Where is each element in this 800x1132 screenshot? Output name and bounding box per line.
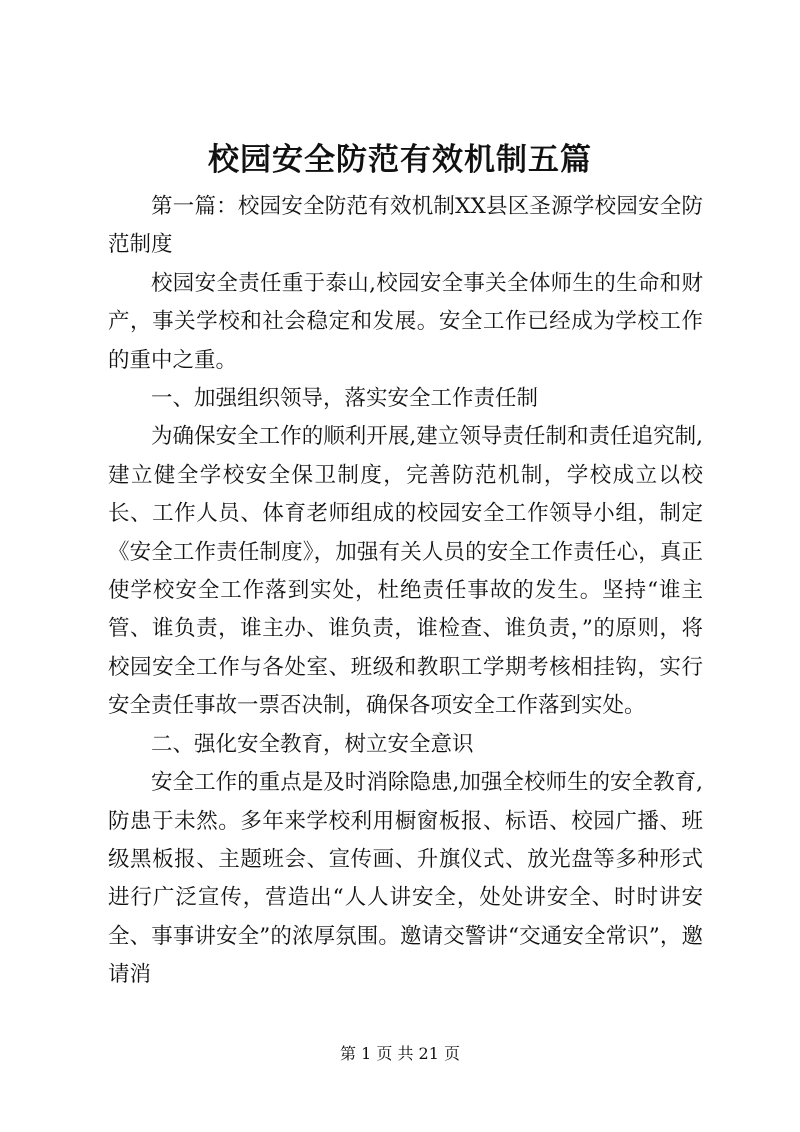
- document-body: [108, 188, 703, 995]
- section-heading-first-article: 第一篇：校园安全防范有效机制XX县区圣源学校园安全防范制度: [108, 194, 703, 258]
- document-title: 校园安全防范有效机制五篇: [208, 142, 592, 178]
- section-heading: 一、加强组织领导，落实安全工作责任制: [151, 386, 539, 412]
- page-number-footer: 第 1 页 共 21 页: [340, 1044, 460, 1063]
- body-paragraph: 为确保安全工作的顺利开展,建立领导责任制和责任追究制,建立健全学校安全保卫制度，完善防范机制，学校成立以校长、工作人员、体育老师组成的校园安全工作领导小组，制定《安全工作责任制度》，加强有关人员的安全工作责任心，真正使学校安全工作落到实处，杜绝责任事故的发生。坚持“谁主管、谁负责，谁主办、谁负责，谁检查、谁负责，”的原则，将校园安全工作与各处室、班级和教职工学期考核相挂钩，实行安全责任事故一票否决制，确保各项安全工作落到实处。: [108, 424, 703, 719]
- section-heading: 二、强化安全教育，树立安全意识: [151, 731, 474, 757]
- body-paragraph: 校园安全责任重于泰山,校园安全事关全体师生的生命和财产，事关学校和社会稳定和发展。安全工作已经成为学校工作的重中之重。: [108, 270, 703, 373]
- body-paragraph: 安全工作的重点是及时消除隐患,加强全校师生的安全教育,防患于未然。多年来学校利用橱窗板报、标语、校园广播、班级黑板报、主题班会、宣传画、升旗仪式、放光盘等多种形式进行广泛宣传，营造出“人人讲安全，处处讲安全、时时讲安全、事事讲安全”的浓厚氛围。邀请交警讲“交通安全常识”，邀请消: [108, 770, 703, 988]
